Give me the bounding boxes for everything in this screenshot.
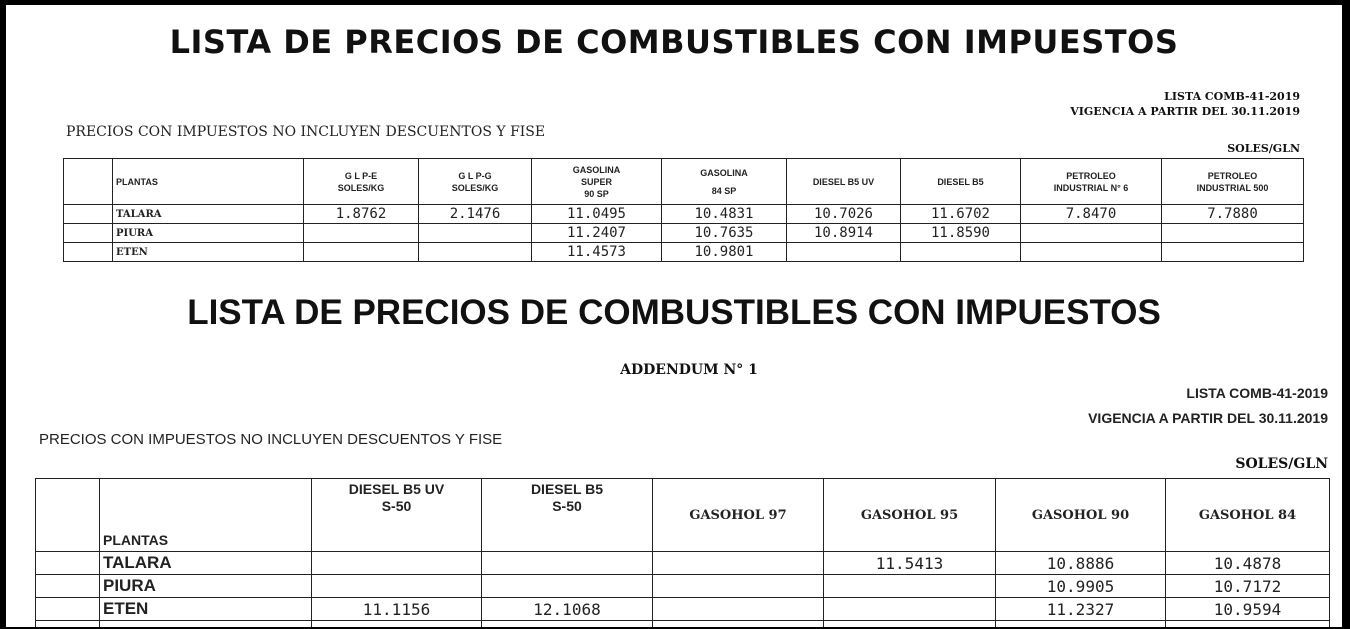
list2-code: LISTA COMB-41-2019 [1186, 385, 1328, 401]
table-row [36, 552, 1330, 575]
list1-units: SOLES/GLN [1227, 142, 1300, 155]
header-cell: G L P-G SOLES/KG [419, 159, 532, 205]
price-cell [653, 552, 824, 575]
price-cell: 11.2407 [532, 224, 662, 243]
row-index-cell [36, 479, 100, 552]
header-cell: DIESEL B5 UV S-50 [312, 479, 482, 552]
plant-cell: TALARA [100, 552, 312, 575]
list1-code: LISTA COMB-41-2019 [1164, 90, 1300, 103]
list2-price-table [35, 478, 1330, 627]
price-cell: 10.4878 [1166, 552, 1330, 575]
price-cell: 11.5413 [824, 552, 996, 575]
table-header-row [36, 479, 1330, 552]
table-row [64, 205, 1304, 224]
price-cell [1021, 224, 1162, 243]
list2-title: LISTA DE PRECIOS DE COMBUSTIBLES CON IMPUESTOS [187, 293, 1161, 332]
price-cell: 11.2327 [996, 598, 1166, 621]
price-cell: 10.7635 [662, 224, 787, 243]
list1-price-table [63, 158, 1304, 262]
price-cell [1021, 243, 1162, 262]
price-cell: 1.8762 [304, 205, 419, 224]
list2-validity: VIGENCIA A PARTIR DEL 30.11.2019 [1088, 410, 1328, 426]
price-cell: 2.1476 [419, 205, 532, 224]
list1-validity: VIGENCIA A PARTIR DEL 30.11.2019 [1070, 105, 1300, 118]
header-cell: PETROLEO INDUSTRIAL N° 6 [1021, 159, 1162, 205]
plant-cell: PIURA [113, 224, 304, 243]
price-cell: 10.8914 [787, 224, 901, 243]
row-index-cell [64, 243, 113, 262]
table-row [64, 243, 1304, 262]
list2-addendum: ADDENDUM N° 1 [620, 362, 758, 378]
price-cell: 7.7880 [1162, 205, 1304, 224]
price-cell: 11.1156 [312, 598, 482, 621]
price-cell [304, 243, 419, 262]
row-index-cell [36, 598, 100, 621]
table-row-partial [36, 621, 1330, 628]
price-cell [824, 598, 996, 621]
header-cell: PLANTAS [100, 479, 312, 552]
header-cell: GASOLINA 84 SP [662, 159, 787, 205]
header-cell: DIESEL B5 S-50 [482, 479, 653, 552]
header-cell: GASOHOL 84 [1166, 479, 1330, 552]
header-cell: GASOHOL 97 [653, 479, 824, 552]
price-cell [312, 552, 482, 575]
header-cell: DIESEL B5 UV [787, 159, 901, 205]
price-cell [419, 243, 532, 262]
price-cell: 10.4831 [662, 205, 787, 224]
price-cell: 11.0495 [532, 205, 662, 224]
list2-units: SOLES/GLN [1235, 456, 1328, 472]
price-cell [304, 224, 419, 243]
price-cell: 11.4573 [532, 243, 662, 262]
price-cell: 10.9905 [996, 575, 1166, 598]
table-row [64, 224, 1304, 243]
price-cell [787, 243, 901, 262]
price-cell [653, 598, 824, 621]
price-cell [653, 575, 824, 598]
price-cell: 7.8470 [1021, 205, 1162, 224]
price-cell [482, 552, 653, 575]
row-index-cell [36, 575, 100, 598]
price-cell: 11.8590 [901, 224, 1021, 243]
list2-subtitle: PRECIOS CON IMPUESTOS NO INCLUYEN DESCUENTOS Y FISE [39, 431, 503, 448]
price-cell: 10.7026 [787, 205, 901, 224]
row-index-cell [36, 552, 100, 575]
price-cell [1162, 224, 1304, 243]
price-cell: 10.8886 [996, 552, 1166, 575]
table-row [36, 575, 1330, 598]
price-cell [419, 224, 532, 243]
plant-cell: TALARA [113, 205, 304, 224]
header-cell: PETROLEO INDUSTRIAL 500 [1162, 159, 1304, 205]
row-index-cell [64, 224, 113, 243]
table-header-row [64, 159, 1304, 205]
price-cell: 12.1068 [482, 598, 653, 621]
list1-title: LISTA DE PRECIOS DE COMBUSTIBLES CON IMPUESTOS [169, 23, 1179, 61]
price-cell: 10.7172 [1166, 575, 1330, 598]
list1-subtitle: PRECIOS CON IMPUESTOS NO INCLUYEN DESCUENTOS Y FISE [66, 124, 546, 140]
price-cell: 10.9801 [662, 243, 787, 262]
price-cell [901, 243, 1021, 262]
price-cell: 11.6702 [901, 205, 1021, 224]
row-index-cell [64, 205, 113, 224]
header-cell: GASOHOL 95 [824, 479, 996, 552]
document-page [6, 5, 1342, 627]
table-row [36, 598, 1330, 621]
price-cell: 10.9594 [1166, 598, 1330, 621]
plant-cell: ETEN [113, 243, 304, 262]
header-cell: DIESEL B5 [901, 159, 1021, 205]
price-cell [1162, 243, 1304, 262]
plant-cell: ETEN [100, 598, 312, 621]
row-index-cell [64, 159, 113, 205]
price-cell [312, 575, 482, 598]
header-cell: G L P-E SOLES/KG [304, 159, 419, 205]
header-cell: PLANTAS [113, 159, 304, 205]
price-cell [824, 575, 996, 598]
price-cell [482, 575, 653, 598]
list1-reference [1070, 89, 1300, 119]
header-cell: GASOHOL 90 [996, 479, 1166, 552]
plant-cell: PIURA [100, 575, 312, 598]
header-cell: GASOLINA SUPER 90 SP [532, 159, 662, 205]
